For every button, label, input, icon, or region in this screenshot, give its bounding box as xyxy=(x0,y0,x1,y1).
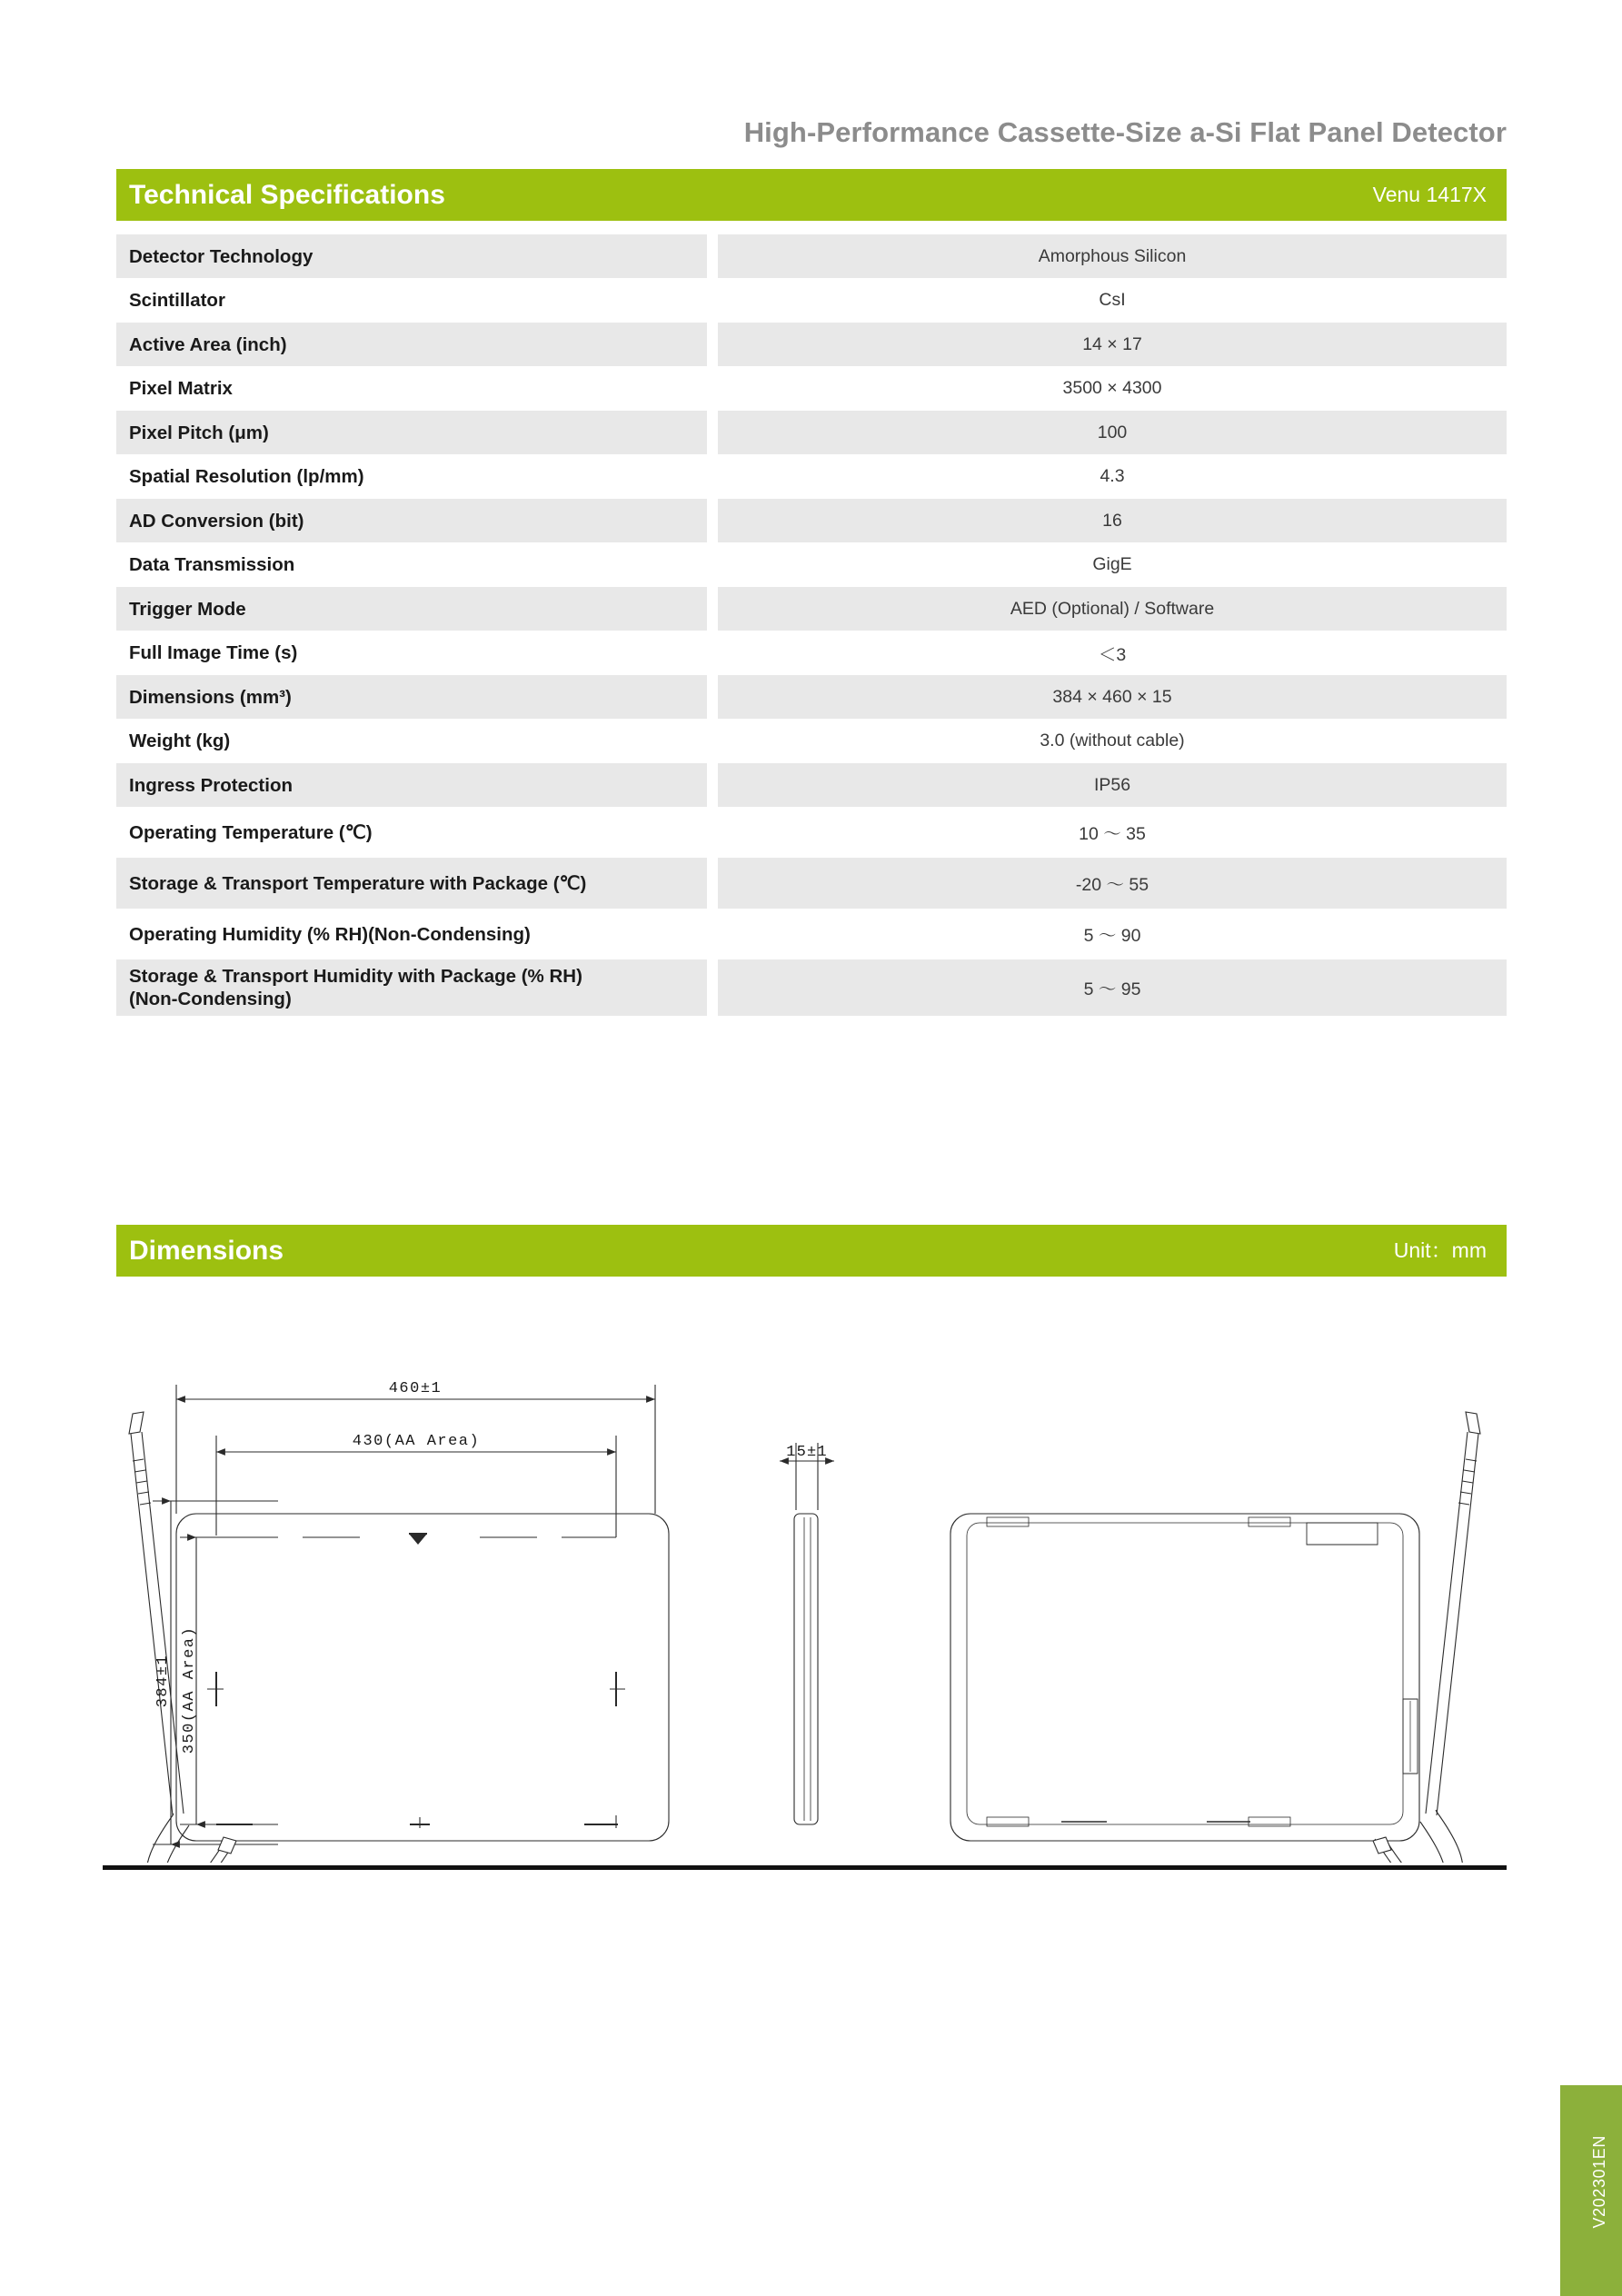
spec-value: 4.3 xyxy=(1100,466,1125,486)
spec-label: Storage & Transport Temperature with Package (℃) xyxy=(116,858,707,909)
spec-label: Pixel Pitch (μm) xyxy=(116,411,707,454)
spec-label: Operating Humidity (% RH)(Non-Condensing) xyxy=(129,923,531,945)
spec-row xyxy=(116,959,1507,1016)
spec-label: Dimensions (mm³) xyxy=(116,675,707,719)
spec-value: 3.0 (without cable) xyxy=(1040,731,1185,750)
spec-row xyxy=(116,675,1507,719)
spec-value: 10 ～ 35 xyxy=(1079,824,1146,844)
spec-label: Trigger Mode xyxy=(116,587,707,631)
spec-row xyxy=(116,858,1507,909)
spec-label: Scintillator xyxy=(129,290,225,311)
spec-row xyxy=(116,411,1507,454)
spec-label-line: Storage & Transport Humidity with Package (% RH) xyxy=(129,966,582,987)
model-name: Venu 1417X xyxy=(1372,183,1487,206)
spec-label: Full Image Time (s) xyxy=(129,642,298,663)
spec-label: AD Conversion (bit) xyxy=(116,499,707,542)
spec-label: Detector Technology xyxy=(116,234,707,278)
spec-row xyxy=(116,234,1507,278)
spec-value: 3500 × 4300 xyxy=(1062,378,1162,398)
spec-row xyxy=(116,454,1507,499)
spec-value: 100 xyxy=(718,411,1507,454)
spec-label: Weight (kg) xyxy=(129,731,231,751)
spec-value: 384 × 460 × 15 xyxy=(718,675,1507,719)
spec-label: Active Area (inch) xyxy=(116,323,707,366)
spec-row xyxy=(116,719,1507,763)
dimensions-title: Dimensions xyxy=(129,1235,284,1266)
spec-label: Operating Temperature (℃) xyxy=(129,821,373,843)
spec-row xyxy=(116,542,1507,587)
dimensions-drawing xyxy=(116,1299,1507,1863)
dimensions-unit-label: Unit：mm xyxy=(1393,1238,1487,1262)
annotation-thickness: 15±1 xyxy=(786,1444,828,1461)
spec-value: Amorphous Silicon xyxy=(718,234,1507,278)
spec-value: CsI xyxy=(1099,290,1126,310)
spec-row xyxy=(116,366,1507,411)
spec-label: Data Transmission xyxy=(129,554,295,575)
spec-row xyxy=(116,323,1507,366)
spec-value: AED (Optional) / Software xyxy=(718,587,1507,631)
spec-row xyxy=(116,278,1507,323)
spec-value: IP56 xyxy=(718,763,1507,807)
spec-row xyxy=(116,807,1507,858)
spec-row xyxy=(116,499,1507,542)
annotation-width-outer: 460±1 xyxy=(388,1380,443,1397)
spec-label xyxy=(116,959,707,1016)
spec-row xyxy=(116,909,1507,959)
technical-specifications-title: Technical Specifications xyxy=(129,179,445,210)
footer-divider xyxy=(103,1865,1507,1870)
dimensions-header xyxy=(116,1225,1507,1277)
spec-value: GigE xyxy=(1092,554,1132,574)
annotation-height-active: 350(AA Area) xyxy=(181,1625,198,1754)
spec-row xyxy=(116,587,1507,631)
spec-value: 14 × 17 xyxy=(718,323,1507,366)
spec-label: Spatial Resolution (lp/mm) xyxy=(129,466,364,487)
annotation-height-outer: 384±1 xyxy=(154,1654,172,1708)
spec-row xyxy=(116,763,1507,807)
product-line-title: High-Performance Cassette-Size a-Si Flat Panel Detector xyxy=(743,116,1507,148)
spec-label-line: (Non-Condensing) xyxy=(129,989,292,1009)
spec-value: 5 ～ 95 xyxy=(718,959,1507,1016)
spec-value: -20 ～ 55 xyxy=(718,858,1507,909)
spec-value: 5 ～ 90 xyxy=(1083,926,1141,946)
spec-label: Pixel Matrix xyxy=(129,378,233,399)
spec-row xyxy=(116,631,1507,675)
spec-value: 16 xyxy=(718,499,1507,542)
technical-specifications-header xyxy=(116,169,1507,221)
annotation-width-active: 430(AA Area) xyxy=(352,1433,481,1450)
specifications-table xyxy=(116,234,1507,1016)
spec-value: ＜3 xyxy=(1098,644,1127,665)
spec-label: Ingress Protection xyxy=(116,763,707,807)
version-label: V202301EN xyxy=(1590,2135,1608,2229)
